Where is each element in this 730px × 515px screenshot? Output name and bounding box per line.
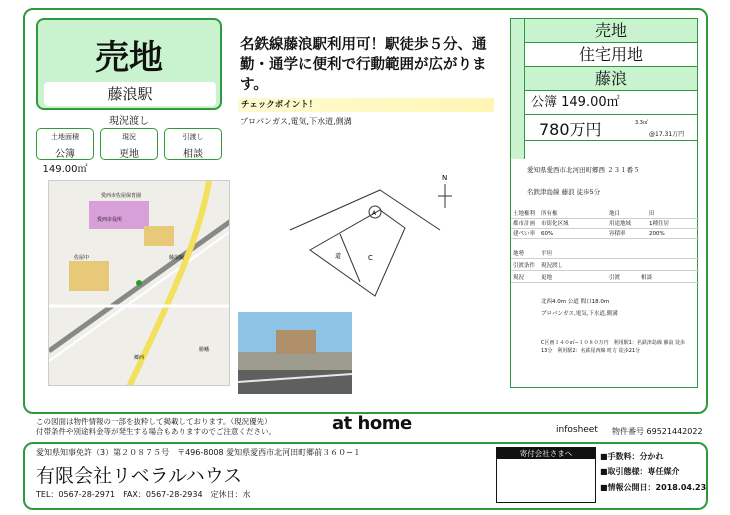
land-area-box: 土地面積 公簿 149.00㎡: [36, 128, 94, 160]
detail-price: 780万円: [539, 120, 602, 139]
detail-row: 引渡条件 現況渡し: [511, 261, 699, 271]
map-graphic: [49, 181, 230, 386]
deal-date: ■情報公開日：2018.04.23: [600, 483, 707, 492]
panel-side-label: [511, 19, 525, 159]
map-label-1: 愛西市佐屋保育園: [101, 193, 142, 199]
area-map: [48, 180, 230, 386]
checkpoint-text: プロパンガス,電気,下水道,側溝: [240, 117, 352, 126]
lot-plan: [280, 170, 460, 310]
plot-label-b: C: [368, 254, 373, 262]
status-label: 現況渡し: [109, 116, 149, 127]
detail-tsubo: 3.3㎡: [635, 120, 648, 126]
detail-use: 住宅用地: [525, 43, 697, 67]
detail-road: 北西4.0m 公道 間口18.0m: [541, 299, 610, 305]
disclaimer: この図面は物件情報の一部を抜粋して掲載しております。（現況優先） 付帯条件や別途料金等が発生する場合もありますのでご注意ください。: [36, 417, 276, 436]
stamp-box: [496, 447, 596, 503]
property-details-panel: [510, 18, 698, 388]
photo-graphic: [238, 312, 352, 394]
detail-kind: 売地: [525, 19, 697, 43]
handover-box: 引渡し 相談: [164, 128, 222, 160]
property-photo: [238, 312, 352, 394]
deal-fee: ■手数料：分かれ: [600, 452, 664, 461]
company-name: 有限会社リベラルハウス: [36, 465, 243, 487]
infosheet-label: infosheet: [556, 425, 598, 435]
stamp-title: 寄付会社さまへ: [497, 448, 595, 459]
headline: 名鉄線藤浪駅利用可！駅徒歩５分、通勤・通学に便利で行動範囲が広がります。: [240, 37, 487, 93]
map-label-2: 愛西市役所: [97, 217, 123, 223]
station-name: 藤浪駅: [44, 82, 216, 106]
company-tel: TEL：0567-28-2971 FAX：0567-28-2934 定休日：水: [36, 490, 251, 499]
checkpoint-title: チェックポイント！: [238, 98, 494, 112]
company-license: 愛知県知事免許（3）第２０８７５号 〒496-8008 愛知県愛西市北河田町郷前３６０−１: [36, 448, 361, 457]
deal-type: ■取引態様：専任媒介: [600, 467, 680, 476]
detail-facilities: プロパンガス,電気,下水道,側溝: [541, 311, 618, 317]
detail-traffic: 名鉄津島線 藤浪 徒歩5分: [527, 188, 601, 196]
type-badge: [36, 18, 222, 110]
map-label-4: 佐屋中: [74, 255, 90, 261]
lot-plan-graphic: [280, 170, 460, 310]
detail-row: 都市計画 市街化区域 用途地域 1種住居: [511, 219, 699, 229]
current-state-box: 現況 更地: [100, 128, 158, 160]
plot-label-c: 道: [335, 253, 342, 260]
detail-address: 愛知県愛西市北河田町郷西 ２３１番５: [527, 166, 640, 174]
property-type: 売地: [95, 38, 163, 78]
athome-logo: at home: [332, 413, 412, 434]
detail-land-area: 公簿 149.00㎡: [525, 91, 697, 115]
detail-price-row: [525, 115, 697, 141]
map-label-3: 藤浪駅: [169, 255, 185, 261]
plot-label-a: A: [372, 210, 377, 217]
detail-unit-price: @17.31万円: [649, 131, 685, 138]
detail-row: 建ぺい率 60% 容積率 200%: [511, 229, 699, 239]
detail-row: 現況 更地 引渡 相談: [511, 273, 699, 283]
map-label-5: 勝幡: [199, 347, 210, 353]
detail-area-name: 藤浪: [525, 67, 697, 91]
property-number: 物件番号 69521442022: [612, 427, 703, 436]
north-label: N: [442, 174, 448, 182]
detail-remarks: C区画１４０㎡−１０８０万円 利用駅1：名鉄津島線 藤浪 徒歩13分 利用駅2：名鉄尾西線 町方 徒歩21分: [541, 340, 686, 354]
detail-row: 土地権利 所有権 地目 田: [511, 209, 699, 219]
detail-row: 地勢 平坦: [511, 249, 699, 259]
map-label-6: 郷西: [134, 355, 145, 361]
